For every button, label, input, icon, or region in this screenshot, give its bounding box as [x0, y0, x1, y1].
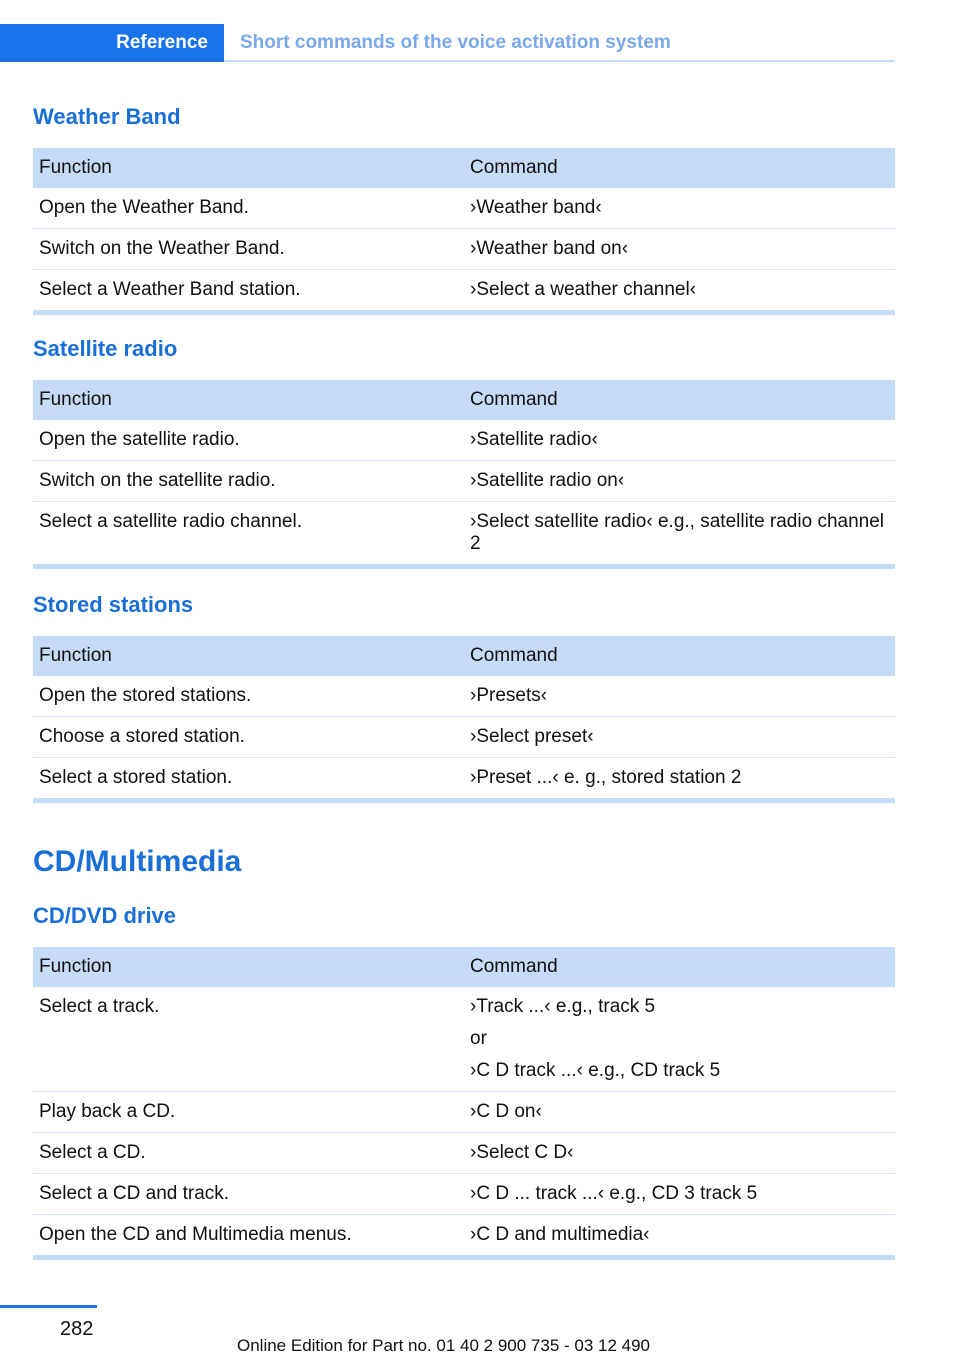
section-title-satellite-radio: Satellite radio	[33, 336, 178, 361]
table-row	[33, 1174, 895, 1215]
command-text: ›C D ... track ...‹ e.g., CD 3 track 5	[470, 1183, 758, 1204]
table-row	[33, 1133, 895, 1174]
section-title-stored-stations: Stored stations	[33, 592, 194, 617]
function-cell: Switch on the Weather Band.	[33, 229, 464, 270]
command-text: ›Select preset‹	[470, 726, 594, 747]
cd-dvd-drive-table	[33, 947, 895, 1260]
satellite-radio-table	[33, 380, 895, 569]
footer-divider	[0, 1305, 97, 1308]
function-cell: Select a satellite radio channel.	[33, 502, 464, 567]
command-cell	[464, 502, 895, 567]
table-header-row	[33, 636, 895, 676]
header-divider	[224, 60, 895, 62]
chapter-title-cd-multimedia: CD/Multimedia	[33, 845, 242, 878]
command-cell	[464, 1174, 895, 1215]
table-row	[33, 1215, 895, 1258]
command-cell	[464, 676, 895, 717]
section-title-cd-dvd-drive: CD/DVD drive	[33, 903, 177, 928]
command-text: or	[470, 1028, 487, 1049]
function-cell: Open the CD and Multimedia menus.	[33, 1215, 464, 1258]
command-cell	[464, 758, 895, 801]
column-header-function: Function	[33, 148, 464, 188]
table-row	[33, 270, 895, 313]
command-text: ›Weather band on‹	[470, 238, 629, 259]
command-text: ›C D and multimedia‹	[470, 1224, 650, 1245]
column-header-command: Command	[464, 380, 895, 420]
column-header-function: Function	[33, 636, 464, 676]
column-header-command: Command	[464, 947, 895, 987]
command-cell	[464, 717, 895, 758]
function-cell: Select a CD.	[33, 1133, 464, 1174]
command-text: ›Select a weather channel‹	[470, 279, 697, 300]
function-cell: Open the satellite radio.	[33, 420, 464, 461]
table-row	[33, 188, 895, 229]
function-cell: Open the Weather Band.	[33, 188, 464, 229]
function-cell: Open the stored stations.	[33, 676, 464, 717]
command-text: ›C D on‹	[470, 1101, 542, 1122]
function-cell: Play back a CD.	[33, 1092, 464, 1133]
table-header-row	[33, 947, 895, 987]
page-header	[0, 24, 895, 62]
column-header-command: Command	[464, 148, 895, 188]
command-text: ›Preset ...‹ e. g., stored station 2	[470, 767, 742, 788]
table-row	[33, 717, 895, 758]
command-cell	[464, 461, 895, 502]
command-text: ›Select C D‹	[470, 1142, 574, 1163]
column-header-function: Function	[33, 947, 464, 987]
command-text: ›Satellite radio‹	[470, 429, 598, 450]
command-cell	[464, 1092, 895, 1133]
table-row	[33, 420, 895, 461]
table-row	[33, 758, 895, 801]
weather-band-table	[33, 148, 895, 315]
command-text: ›Presets‹	[470, 685, 548, 706]
command-cell	[464, 420, 895, 461]
command-cell	[464, 1215, 895, 1258]
table-row	[33, 461, 895, 502]
table-header-row	[33, 148, 895, 188]
command-text: ›Weather band‹	[470, 197, 602, 218]
stored-stations-table	[33, 636, 895, 803]
table-row	[33, 229, 895, 270]
command-text: ›Track ...‹ e.g., track 5	[470, 996, 656, 1017]
section-title-weather-band: Weather Band	[33, 104, 181, 129]
command-cell	[464, 188, 895, 229]
header-chapter-title: Short commands of the voice activation system	[240, 32, 671, 53]
function-cell: Choose a stored station.	[33, 717, 464, 758]
command-text: ›Satellite radio on‹	[470, 470, 625, 491]
table-row	[33, 1092, 895, 1133]
column-header-function: Function	[33, 380, 464, 420]
command-cell	[464, 987, 895, 1092]
function-cell: Select a CD and track.	[33, 1174, 464, 1215]
command-cell	[464, 229, 895, 270]
function-cell: Select a stored station.	[33, 758, 464, 801]
function-cell: Switch on the satellite radio.	[33, 461, 464, 502]
table-row	[33, 502, 895, 567]
page-number: 282	[60, 1318, 94, 1340]
table-row	[33, 987, 895, 1092]
table-row	[33, 676, 895, 717]
function-cell: Select a Weather Band station.	[33, 270, 464, 313]
header-section-tab: Reference	[0, 24, 224, 62]
command-text: ›C D track ...‹ e.g., CD track 5	[470, 1060, 721, 1081]
command-cell	[464, 1133, 895, 1174]
column-header-command: Command	[464, 636, 895, 676]
function-cell: Select a track.	[33, 987, 464, 1092]
command-cell	[464, 270, 895, 313]
edition-note: Online Edition for Part no. 01 40 2 900 735 - 03 12 490	[237, 1336, 651, 1355]
command-text: ›Select satellite radio‹ e.g., satellite radio channel 2	[470, 511, 885, 554]
table-header-row	[33, 380, 895, 420]
